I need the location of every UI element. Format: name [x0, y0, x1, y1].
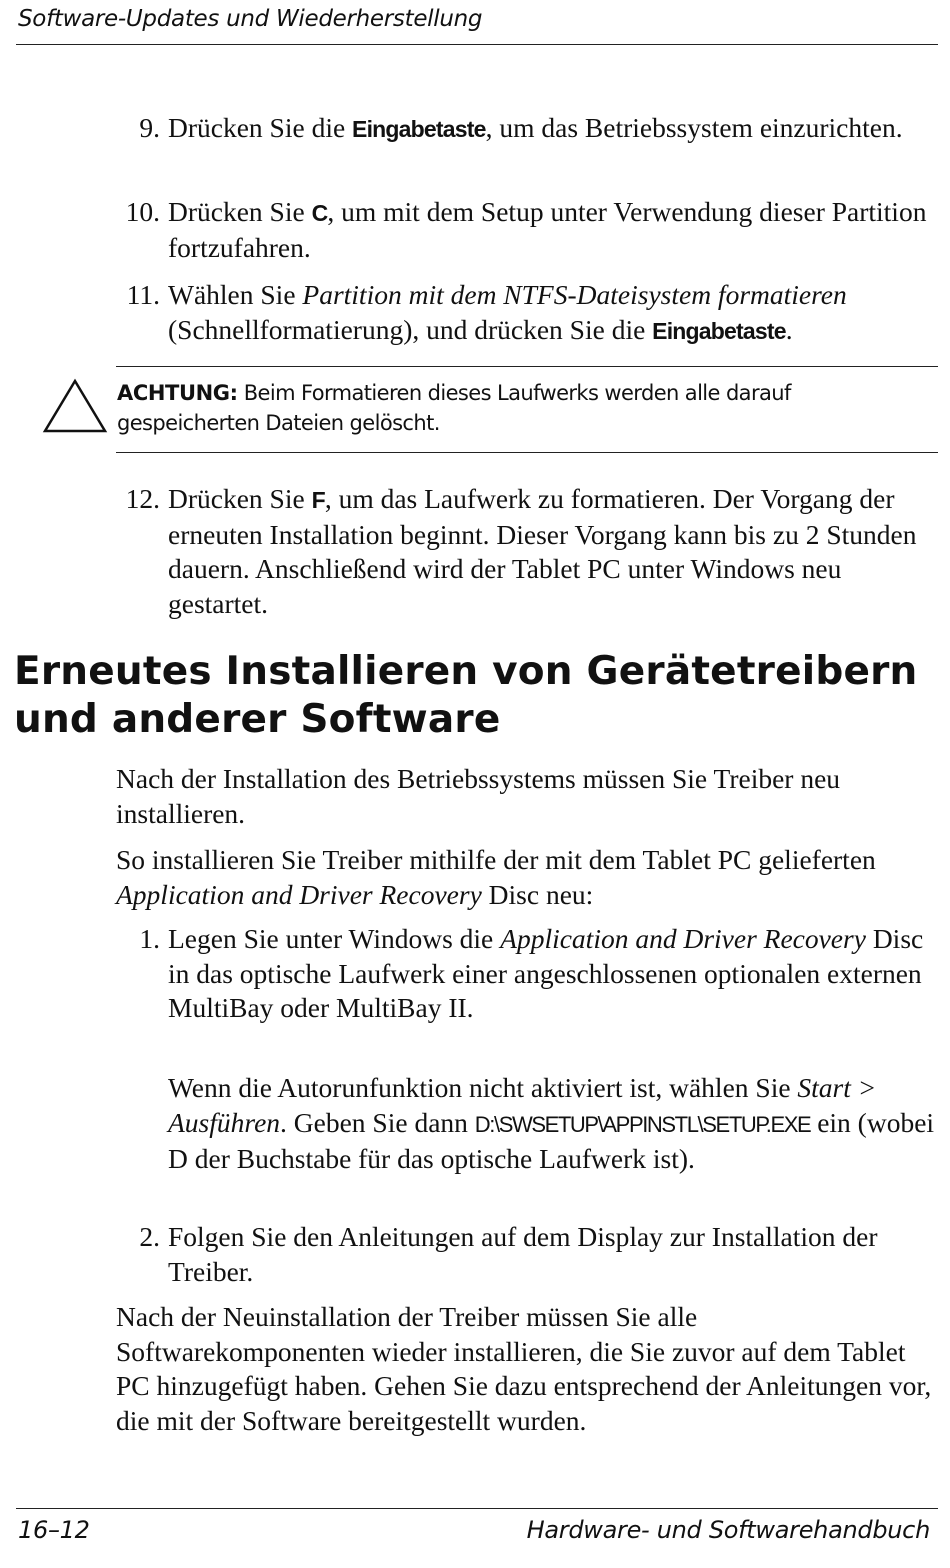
step-number: 2.	[139, 1221, 160, 1252]
key-name: Eingabetaste	[652, 317, 786, 344]
section-heading: Erneutes Installieren von Gerätetreibern und anderer Software	[14, 649, 918, 742]
book-title: Hardware- und Softwarehandbuch	[526, 1516, 930, 1544]
closing-paragraph: Nach der Neuinstallation der Treiber müssen Sie alle Softwarekomponenten wieder installieren, die Sie zuvor auf dem Tablet PC hinzugefügt haben. Gehen Sie dazu entsprechend der Anleitungen vor, die mit der Software bereitgestellt wurden.	[116, 1301, 932, 1436]
step-text: Folgen Sie den Anleitungen auf dem Display zur Installation der Treiber.	[168, 1221, 878, 1287]
caution-top-rule	[116, 366, 938, 367]
key-name: Eingabetaste	[352, 116, 486, 142]
emphasis-text: Application and Driver Recovery	[500, 923, 866, 954]
step-number: 12.	[125, 483, 160, 514]
intro-paragraph: Nach der Installation des Betriebssystems müssen Sie Treiber neu installieren.	[116, 763, 841, 829]
caution-text: Beim Formatieren dieses Laufwerks werden alle darauf gespeicherten Dateien gelöscht.	[117, 381, 791, 435]
menu-path: Start > Ausführen	[168, 1072, 877, 1138]
step-number: 10.	[125, 196, 160, 227]
warning-triangle-icon	[42, 378, 108, 434]
step-text: Legen Sie unter Windows die Application and Driver Recovery Disc in das optische Laufwerk einer angeschlossenen optionalen externen MultiBay oder MultiBay II.	[168, 923, 924, 1023]
page-number: 16–12	[18, 1516, 90, 1544]
caution-bottom-rule	[116, 452, 938, 453]
step-text: Drücken Sie die Eingabetaste, um das Betriebssystem einzurichten.	[168, 112, 903, 143]
step-text: Drücken Sie F, um das Laufwerk zu formatieren. Der Vorgang der erneuten Installation beginnt. Dieser Vorgang kann bis zu 2 Stunden dauern. Anschließend wird der Tablet PC unter Windows neu gestartet.	[168, 483, 917, 619]
instruction-paragraph: So installieren Sie Treiber mithilfe der mit dem Tablet PC gelieferten Application and Driver Recovery Disc neu:	[116, 844, 876, 910]
step-text: Drücken Sie C, um mit dem Setup unter Verwendung dieser Partition fortzufahren.	[168, 196, 927, 263]
step-number: 1.	[139, 923, 160, 954]
header-rule	[16, 44, 938, 45]
key-name: C	[311, 200, 328, 226]
footer-rule	[16, 1508, 938, 1509]
caution-label: ACHTUNG:	[117, 381, 238, 405]
autorun-note: Wenn die Autorunfunktion nicht aktiviert ist, wählen Sie Start > Ausführen. Geben Sie dann D:\SWSETUP\APPINSTL\SETUP.EXE ein (wobei D der Buchstabe für das optische Laufwerk ist).	[168, 1072, 935, 1174]
caution-note	[117, 378, 907, 438]
step-text: Wählen Sie Partition mit dem NTFS-Dateisystem formatieren (Schnellformatierung), und drücken Sie die Eingabetaste.	[168, 279, 847, 345]
key-name: F	[311, 487, 325, 513]
step-number: 9.	[139, 112, 160, 143]
step-number: 11.	[126, 279, 160, 310]
emphasis-text: Application and Driver Recovery	[116, 878, 482, 910]
running-header: Software-Updates und Wiederherstellung	[18, 6, 483, 32]
setup-path: D:\SWSETUP\APPINSTL\SETUP.EXE	[474, 1111, 811, 1137]
emphasis-text: Partition mit dem NTFS-Dateisystem formatieren	[302, 279, 847, 310]
